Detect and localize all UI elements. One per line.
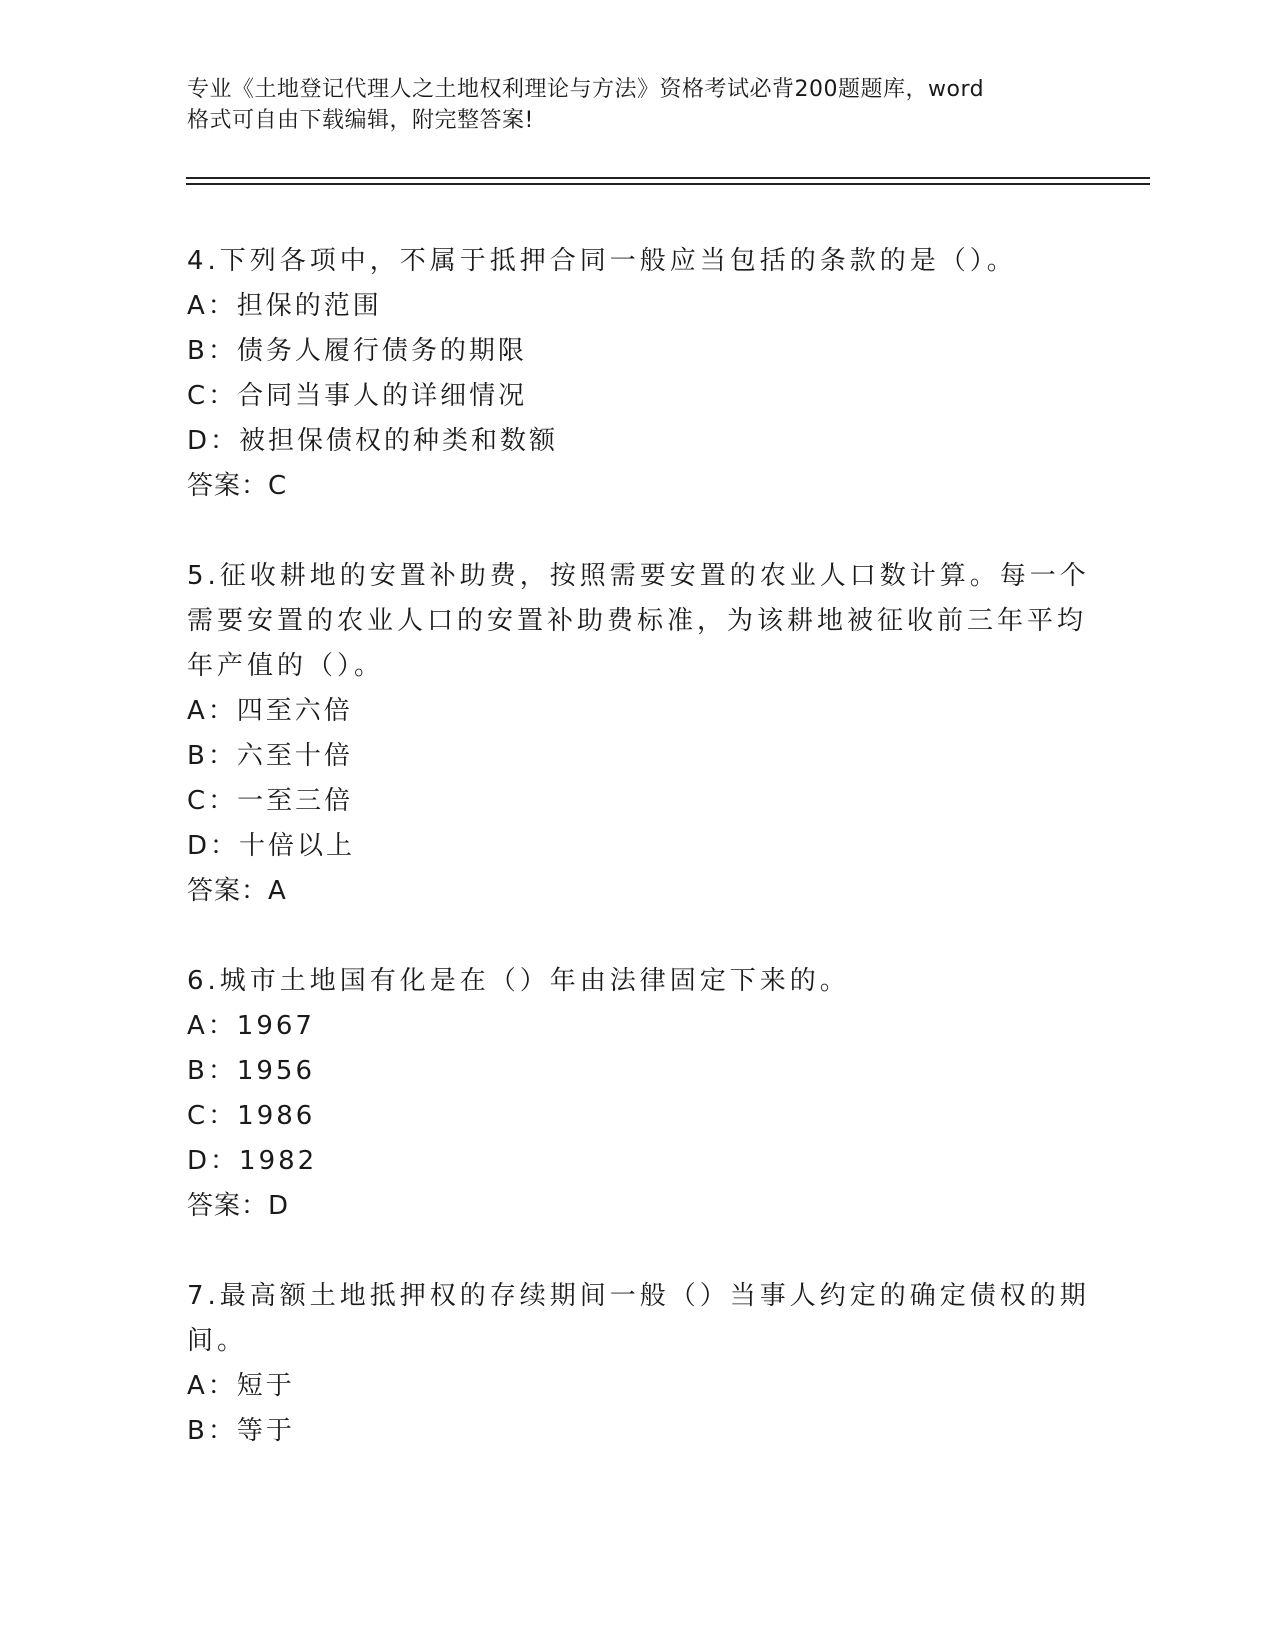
question-4 [187,239,1067,509]
header-line-1: 专业《土地登记代理人之土地权利理论与方法》资格考试必背200题题库，word [187,77,985,102]
question-line: 5.征收耕地的安置补助费，按照需要安置的农业人口数计算。每一个 [187,561,1090,591]
option-c: C：1986 [187,1101,316,1131]
option-a: A：四至六倍 [187,696,353,726]
question-line: 年产值的（）。 [187,651,385,681]
question-line: 7.最高额土地抵押权的存续期间一般（）当事人约定的确定债权的期 [187,1281,1090,1311]
option-d: D：被担保债权的种类和数额 [187,426,559,456]
header-divider-bottom [186,183,1150,185]
question-text [187,554,1090,689]
question-5 [187,554,1090,914]
answer: 答案：C [187,471,288,501]
question-text [187,239,1067,284]
option-a: A：1967 [187,1011,315,1041]
option-b: B：六至十倍 [187,741,353,771]
answer: 答案：A [187,876,287,906]
option-b: B：债务人履行债务的期限 [187,336,527,366]
question-6 [187,959,1067,1229]
document-header [187,74,1067,136]
option-b: B：1956 [187,1056,316,1086]
header-divider-top [186,177,1150,179]
option-d: D：1982 [187,1146,318,1176]
question-line: 6.城市土地国有化是在（）年由法律固定下来的。 [187,966,850,996]
option-c: C：合同当事人的详细情况 [187,381,528,411]
question-line: 4.下列各项中，不属于抵押合同一般应当包括的条款的是（）。 [187,246,1017,276]
question-line: 需要安置的农业人口的安置补助费标准，为该耕地被征收前三年平均 [187,606,1088,636]
question-7 [187,1274,1090,1454]
question-line: 间。 [187,1326,248,1356]
option-d: D：十倍以上 [187,831,356,861]
option-b: B：等于 [187,1416,295,1446]
question-list [187,239,1090,1499]
option-a: A：担保的范围 [187,291,382,321]
option-c: C：一至三倍 [187,786,354,816]
question-text [187,1274,1090,1364]
question-text [187,959,1067,1004]
header-line-2: 格式可自由下载编辑，附完整答案! [187,108,534,133]
option-a: A：短于 [187,1371,295,1401]
answer: 答案：D [187,1191,290,1221]
